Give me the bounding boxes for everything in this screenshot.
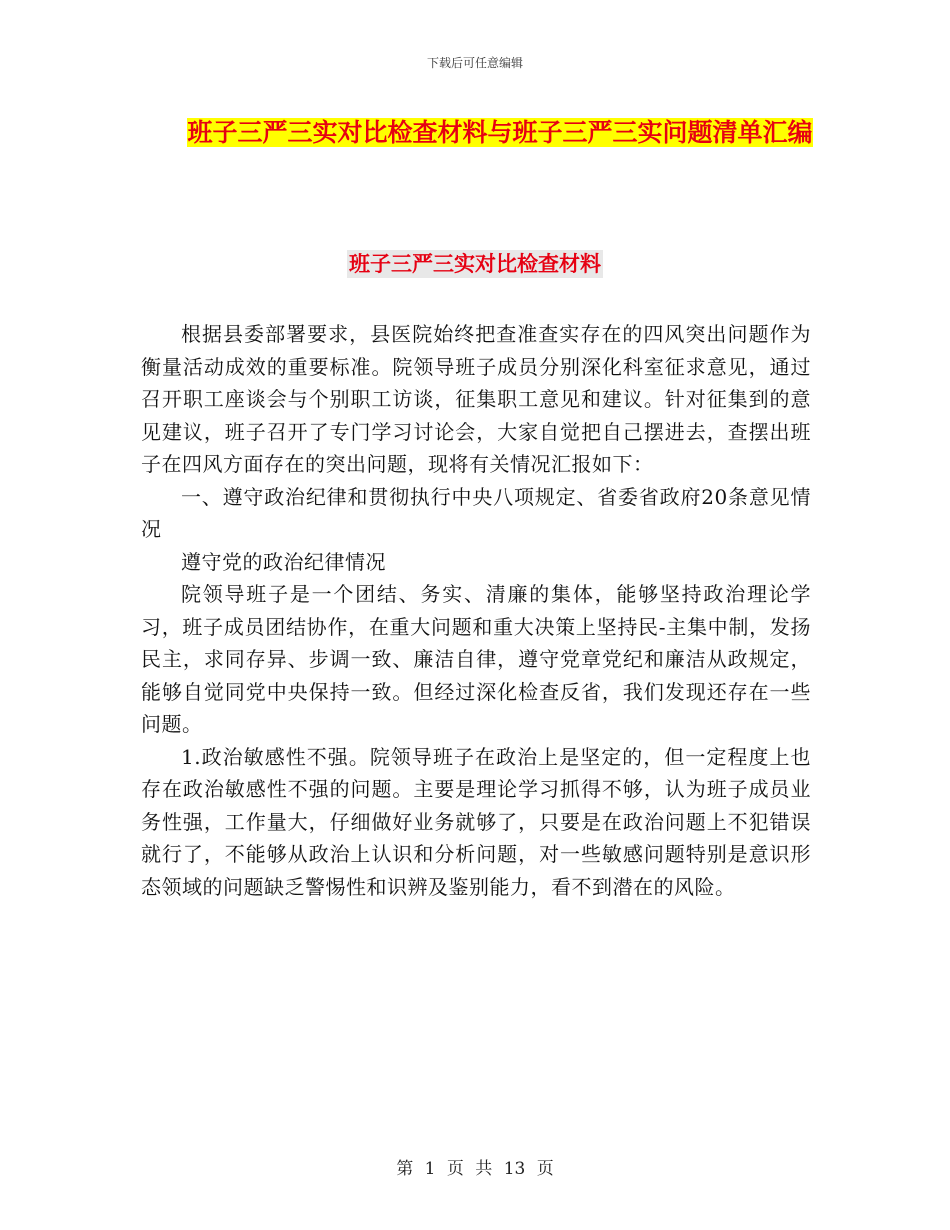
- paragraph-body: 院领导班子是一个团结、务实、清廉的集体，能够坚持政治理论学习，班子成员团结协作，在重大问题和重大决策上坚持民-主集中制，发扬民主，求同存异、步调一致、廉洁自律，遵守党章党纪和廉洁从政规定，能够自觉同党中央保持一致。但经过深化检查反省，我们发现还存在一些问题。: [141, 582, 811, 736]
- paragraph-subheading: 遵守党的政治纪律情况: [181, 549, 386, 574]
- page-footer: 第 1 页 共 13 页: [396, 1159, 554, 1179]
- paragraph-item-1: 1.政治敏感性不强。院领导班子在政治上是坚定的，但一定程度上也存在政治敏感性不强的问题。主要是理论学习抓得不够，认为班子成员业务性强，工作量大，仔细做好业务就够了，只要是在政治问题上不犯错误就行了，不能够从政治上认识和分析问题，对一些敏感问题特别是意识形态领域的问题缺乏警惕性和识辨及鉴别能力，看不到潜在的风险。: [141, 744, 811, 899]
- paragraph-heading-1: 一、遵守政治纪律和贯彻执行中央八项规定、省委省政府20条意见情况: [141, 484, 811, 541]
- paragraph-intro: 根据县委部署要求，县医院始终把查准查实存在的四风突出问题作为衡量活动成效的重要标准。院领导班子成员分别深化科室征求意见，通过召开职工座谈会与个别职工访谈，征集职工意见和建议。针对征集到的意见建议，班子召开了专门学习讨论会，大家自觉把自己摆进去，查摆出班子在四风方面存在的突出问题，现将有关情况汇报如下：: [141, 322, 811, 476]
- header-note: 下载后可任意编辑: [426, 56, 523, 70]
- document-title-text: 班子三严三实对比检查材料与班子三严三实问题清单汇编: [187, 118, 813, 147]
- section-title: [0, 248, 950, 278]
- section-title-text: 班子三严三实对比检查材料: [349, 252, 601, 276]
- document-title: [150, 112, 850, 154]
- document-body: [141, 318, 811, 903]
